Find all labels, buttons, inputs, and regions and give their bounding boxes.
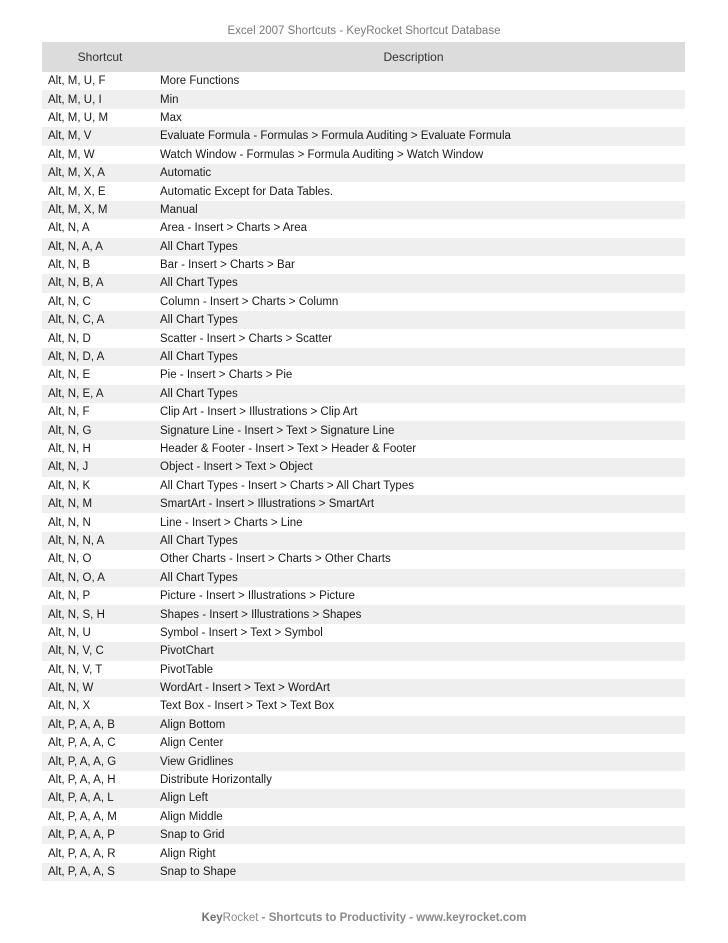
- table-row: [42, 366, 685, 384]
- description-cell: View Gridlines: [160, 755, 234, 768]
- shortcut-cell: Alt, N, N, A: [48, 534, 105, 547]
- description-cell: Snap to Grid: [160, 829, 225, 842]
- shortcut-cell: Alt, M, W: [48, 148, 95, 161]
- shortcut-cell: Alt, P, A, A, B: [48, 718, 115, 731]
- description-cell: Picture - Insert > Illustrations > Picture: [160, 590, 355, 603]
- shortcut-cell: Alt, N, C, A: [48, 314, 105, 327]
- footer-tagline: - Shortcuts to Productivity - www.keyrocket.com: [258, 912, 527, 924]
- description-cell: Align Left: [160, 792, 208, 805]
- description-cell: Align Center: [160, 737, 224, 750]
- shortcut-cell: Alt, P, A, A, C: [48, 737, 116, 750]
- description-cell: All Chart Types: [160, 351, 238, 364]
- table-row: [42, 679, 685, 697]
- shortcut-cell: Alt, N, W: [48, 682, 94, 695]
- table-row: [42, 513, 685, 531]
- description-cell: Snap to Shape: [160, 865, 237, 878]
- shortcut-cell: Alt, N, O: [48, 553, 92, 566]
- table-row: [42, 219, 685, 237]
- table-row: [42, 440, 685, 458]
- description-cell: Automatic Except for Data Tables.: [160, 185, 334, 198]
- shortcut-cell: Alt, P, A, A, S: [48, 865, 115, 878]
- description-cell: All Chart Types - Insert > Charts > All Chart Types: [160, 479, 414, 492]
- shortcut-cell: Alt, N, J: [48, 461, 89, 474]
- table-row: [42, 90, 685, 108]
- description-cell: Header & Footer - Insert > Text > Header & Footer: [160, 443, 417, 455]
- table-row: [42, 661, 685, 679]
- description-cell: SmartArt - Insert > Illustrations > SmartArt: [160, 498, 375, 511]
- table-row: [42, 587, 685, 605]
- table-row: [42, 605, 685, 623]
- description-cell: Text Box - Insert > Text > Text Box: [160, 700, 335, 713]
- table-row: [42, 109, 685, 127]
- shortcut-cell: Alt, N, U: [48, 626, 91, 639]
- table-row: [42, 256, 685, 274]
- description-cell: Area - Insert > Charts > Area: [160, 222, 308, 235]
- description-cell: Watch Window - Formulas > Formula Auditing > Watch Window: [160, 148, 484, 161]
- shortcut-table: [42, 42, 685, 881]
- description-cell: Column - Insert > Charts > Column: [160, 295, 339, 308]
- table-row: [42, 752, 685, 770]
- description-cell: More Functions: [160, 75, 240, 88]
- shortcut-cell: Alt, P, A, A, G: [48, 755, 117, 768]
- shortcut-cell: Alt, M, X, A: [48, 167, 105, 180]
- description-cell: Manual: [160, 203, 198, 216]
- description-cell: Symbol - Insert > Text > Symbol: [160, 626, 323, 639]
- shortcut-cell: Alt, N, C: [48, 295, 91, 308]
- shortcut-cell: Alt, N, K: [48, 479, 91, 492]
- shortcut-cell: Alt, P, A, A, P: [48, 829, 115, 842]
- shortcut-cell: Alt, M, X, M: [48, 203, 108, 216]
- table-row: [42, 734, 685, 752]
- shortcut-cell: Alt, N, V, C: [48, 645, 104, 658]
- shortcut-column-header: Shortcut: [77, 50, 123, 64]
- table-row: [42, 624, 685, 642]
- description-cell: Evaluate Formula - Formulas > Formula Auditing > Evaluate Formula: [160, 130, 511, 143]
- shortcut-cell: Alt, M, U, F: [48, 75, 106, 88]
- shortcut-cell: Alt, M, X, E: [48, 185, 106, 198]
- table-row: [42, 238, 685, 256]
- shortcut-cell: Alt, N, G: [48, 424, 92, 437]
- shortcut-cell: Alt, N, M: [48, 498, 93, 511]
- table-row: [42, 385, 685, 403]
- shortcut-cell: Alt, N, X: [48, 700, 91, 713]
- document-title: Excel 2007 Shortcuts - KeyRocket Shortcut Database: [227, 25, 501, 37]
- description-cell: Line - Insert > Charts > Line: [160, 516, 303, 529]
- table-row: [42, 146, 685, 164]
- description-cell: All Chart Types: [160, 277, 238, 290]
- description-cell: Shapes - Insert > Illustrations > Shapes: [160, 608, 362, 621]
- description-cell: Other Charts - Insert > Charts > Other Charts: [160, 553, 391, 566]
- description-column-header: Description: [383, 50, 444, 64]
- table-row: [42, 495, 685, 513]
- table-row: [42, 458, 685, 476]
- table-row: [42, 403, 685, 421]
- shortcut-cell: Alt, N, F: [48, 406, 90, 419]
- table-row: [42, 274, 685, 292]
- shortcut-cell: Alt, N, V, T: [48, 663, 103, 676]
- table-row: [42, 201, 685, 219]
- table-row: [42, 477, 685, 495]
- description-cell: Object - Insert > Text > Object: [160, 461, 313, 474]
- description-cell: All Chart Types: [160, 240, 238, 253]
- table-row: [42, 532, 685, 550]
- table-header-row: [42, 42, 685, 72]
- description-cell: Align Middle: [160, 810, 223, 823]
- table-row: [42, 642, 685, 660]
- shortcut-cell: Alt, P, A, A, R: [48, 847, 116, 860]
- shortcut-cell: Alt, N, O, A: [48, 571, 105, 584]
- footer-brand-key: Key: [201, 912, 223, 924]
- shortcut-cell: Alt, M, U, I: [48, 93, 102, 106]
- footer-brand-rocket: Rocket: [222, 912, 259, 924]
- shortcut-cell: Alt, N, B, A: [48, 277, 104, 290]
- shortcut-cell: Alt, P, A, A, L: [48, 792, 114, 805]
- description-cell: Automatic: [160, 167, 212, 180]
- page-footer: [0, 911, 728, 925]
- shortcut-cell: Alt, P, A, A, H: [48, 774, 116, 787]
- table-row: [42, 348, 685, 366]
- shortcut-cell: Alt, M, V: [48, 130, 92, 143]
- description-cell: All Chart Types: [160, 534, 238, 547]
- shortcut-cell: Alt, N, D, A: [48, 351, 105, 364]
- description-cell: Min: [160, 93, 179, 106]
- table-row: [42, 826, 685, 844]
- shortcut-cell: Alt, N, A, A: [48, 240, 103, 253]
- description-cell: All Chart Types: [160, 314, 238, 327]
- shortcut-cell: Alt, N, D: [48, 332, 91, 345]
- description-cell: All Chart Types: [160, 571, 238, 584]
- table-body: [42, 72, 685, 881]
- shortcut-cell: Alt, N, H: [48, 443, 91, 455]
- table-row: [42, 863, 685, 881]
- description-cell: Max: [160, 111, 182, 124]
- description-cell: WordArt - Insert > Text > WordArt: [160, 682, 331, 695]
- shortcut-cell: Alt, N, S, H: [48, 608, 105, 621]
- description-cell: Pie - Insert > Charts > Pie: [160, 369, 293, 382]
- shortcut-cell: Alt, M, U, M: [48, 111, 109, 124]
- description-cell: Clip Art - Insert > Illustrations > Clip Art: [160, 406, 358, 419]
- table-row: [42, 844, 685, 862]
- table-row: [42, 771, 685, 789]
- table-row: [42, 182, 685, 200]
- table-row: [42, 808, 685, 826]
- shortcut-cell: Alt, N, E: [48, 369, 91, 382]
- table-row: [42, 164, 685, 182]
- description-cell: PivotTable: [160, 663, 214, 676]
- table-row: [42, 127, 685, 145]
- description-cell: Distribute Horizontally: [160, 774, 272, 787]
- shortcut-cell: Alt, N, P: [48, 590, 91, 603]
- description-cell: PivotChart: [160, 645, 214, 658]
- description-cell: Scatter - Insert > Charts > Scatter: [160, 332, 332, 345]
- table-row: [42, 421, 685, 439]
- shortcut-cell: Alt, N, N: [48, 516, 91, 529]
- shortcut-cell: Alt, N, E, A: [48, 387, 104, 400]
- table-row: [42, 329, 685, 347]
- description-cell: Align Right: [160, 847, 216, 860]
- table-row: [42, 569, 685, 587]
- shortcut-cell: Alt, N, A: [48, 222, 90, 235]
- table-row: [42, 72, 685, 90]
- description-cell: Signature Line - Insert > Text > Signature Line: [160, 424, 395, 437]
- description-cell: Align Bottom: [160, 718, 226, 731]
- table-row: [42, 789, 685, 807]
- table-row: [42, 550, 685, 568]
- table-row: [42, 697, 685, 715]
- table-row: [42, 293, 685, 311]
- shortcut-cell: Alt, P, A, A, M: [48, 810, 117, 823]
- description-cell: All Chart Types: [160, 387, 238, 400]
- table-row: [42, 311, 685, 329]
- shortcut-cell: Alt, N, B: [48, 259, 91, 272]
- description-cell: Bar - Insert > Charts > Bar: [160, 259, 295, 272]
- table-row: [42, 716, 685, 734]
